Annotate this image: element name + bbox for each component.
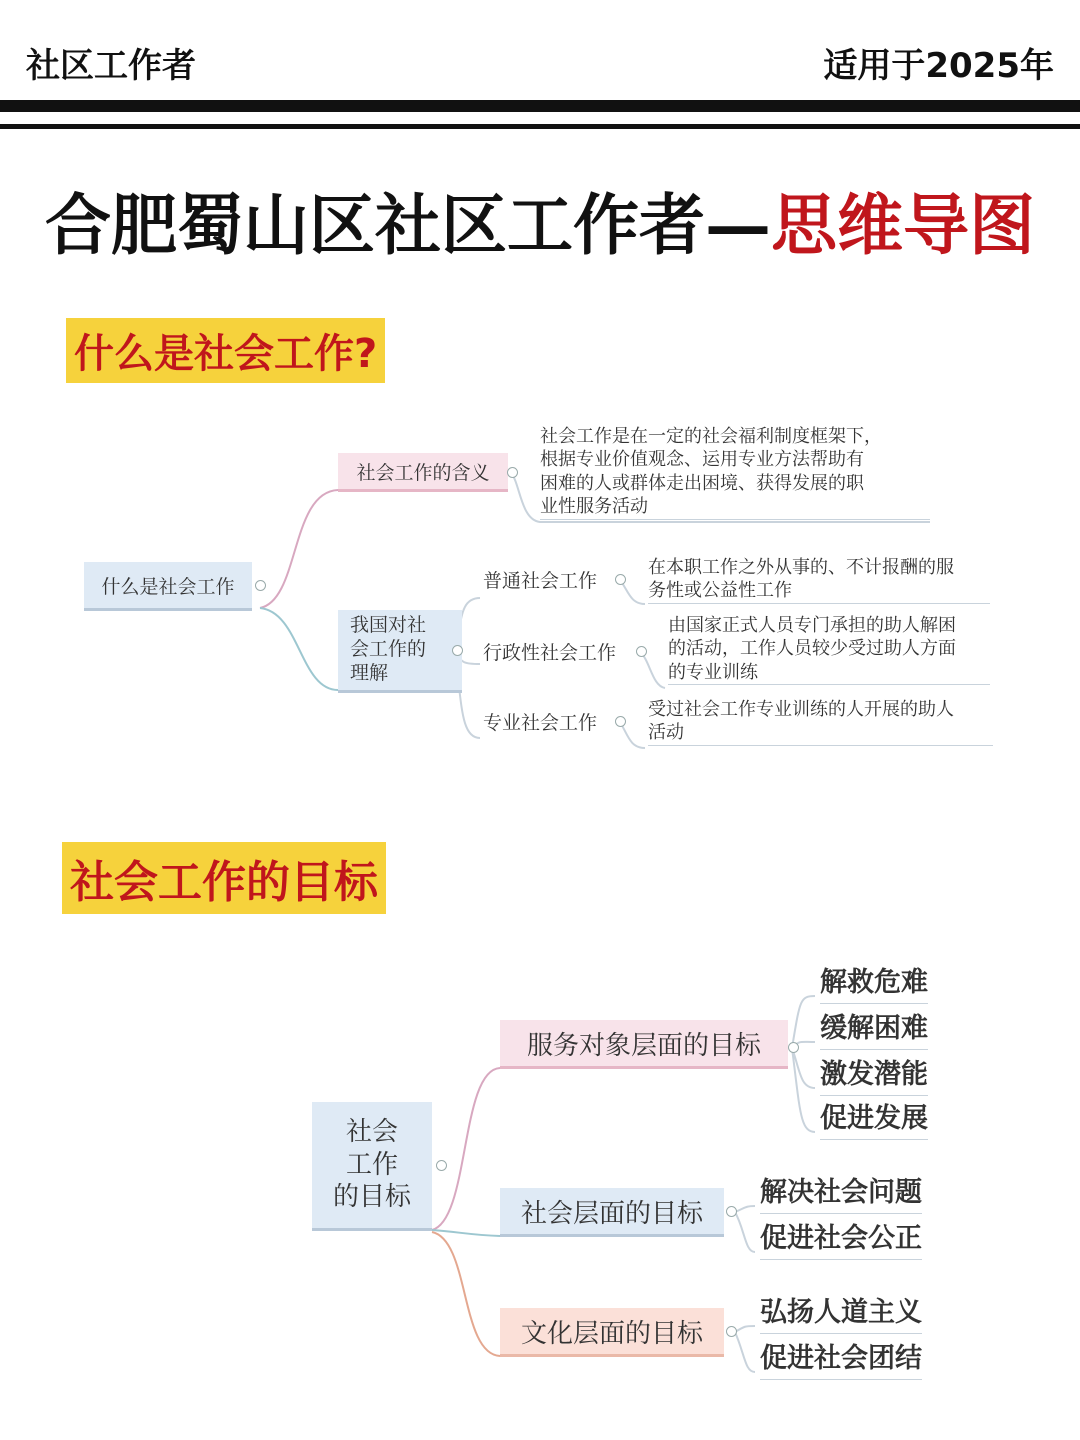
goal-branch-culture: 文化层面的目标 [500, 1308, 724, 1357]
connector-society-items [735, 1206, 755, 1252]
connector-goal-culture [432, 1232, 500, 1356]
section-heading-what-is: 什么是社会工作? [66, 318, 385, 383]
goal-item: 解决社会问题 [760, 1170, 922, 1214]
mindmap-node-understanding: 我国对社 会工作的 理解 [338, 610, 462, 693]
understanding-item-label: 行政性社会工作 [483, 642, 617, 664]
mindmap-node-meaning: 社会工作的含义 [338, 453, 508, 492]
page-title-accent: 思维导图 [771, 186, 1035, 264]
connector-service-items [792, 996, 815, 1132]
understanding-item-desc: 在本职工作之外从事的、不计报酬的服 务性或公益性工作 [648, 556, 990, 604]
expand-dot-icon [615, 716, 626, 727]
goal-item: 促进社会团结 [760, 1336, 922, 1380]
goal-item: 激发潜能 [820, 1052, 928, 1096]
page-title-main: 合肥蜀山区社区工作者— [45, 186, 771, 264]
connector-root-understanding [260, 608, 338, 690]
mindmap-root-goals: 社会 工作 的目标 [312, 1102, 432, 1231]
expand-dot-icon [255, 580, 266, 591]
understanding-item-desc: 受过社会工作专业训练的人开展的助人 活动 [648, 698, 993, 746]
connector-goal-society [432, 1230, 500, 1236]
expand-dot-icon [726, 1326, 737, 1337]
connector-admin-desc [640, 652, 665, 688]
goal-item: 弘扬人道主义 [760, 1290, 922, 1334]
connector-goal-service [432, 1068, 500, 1230]
goal-branch-service: 服务对象层面的目标 [500, 1020, 788, 1069]
expand-dot-icon [788, 1042, 799, 1053]
section-heading-goals: 社会工作的目标 [62, 842, 386, 914]
expand-dot-icon [507, 467, 518, 478]
expand-dot-icon [636, 646, 647, 657]
goal-item: 促进发展 [820, 1096, 928, 1140]
connector-culture-items [735, 1326, 755, 1372]
goal-item: 解救危难 [820, 960, 928, 1004]
header-year: 适用于2025年 [823, 46, 1054, 86]
understanding-item-desc: 由国家正式人员专门承担的助人解困 的活动，工作人员较少受过助人方面 的专业训练 [668, 614, 990, 685]
connector-root-meaning [260, 490, 338, 608]
expand-dot-icon [436, 1160, 447, 1171]
header-category: 社区工作者 [26, 46, 196, 86]
expand-dot-icon [615, 574, 626, 585]
understanding-item-label: 专业社会工作 [483, 712, 598, 734]
goal-item: 缓解困难 [820, 1006, 928, 1050]
goal-branch-society: 社会层面的目标 [500, 1188, 724, 1237]
goal-item: 促进社会公正 [760, 1216, 922, 1260]
understanding-item-label: 普通社会工作 [483, 570, 598, 592]
expand-dot-icon [452, 645, 463, 656]
mindmap-root-what-is: 什么是社会工作 [84, 562, 252, 611]
expand-dot-icon [726, 1206, 737, 1217]
meaning-description: 社会工作是在一定的社会福利制度框架下， 根据专业价值观念、运用专业方法帮助有 困难的人或群体走出困境、获得发展的职 业性服务活动 [540, 425, 930, 520]
